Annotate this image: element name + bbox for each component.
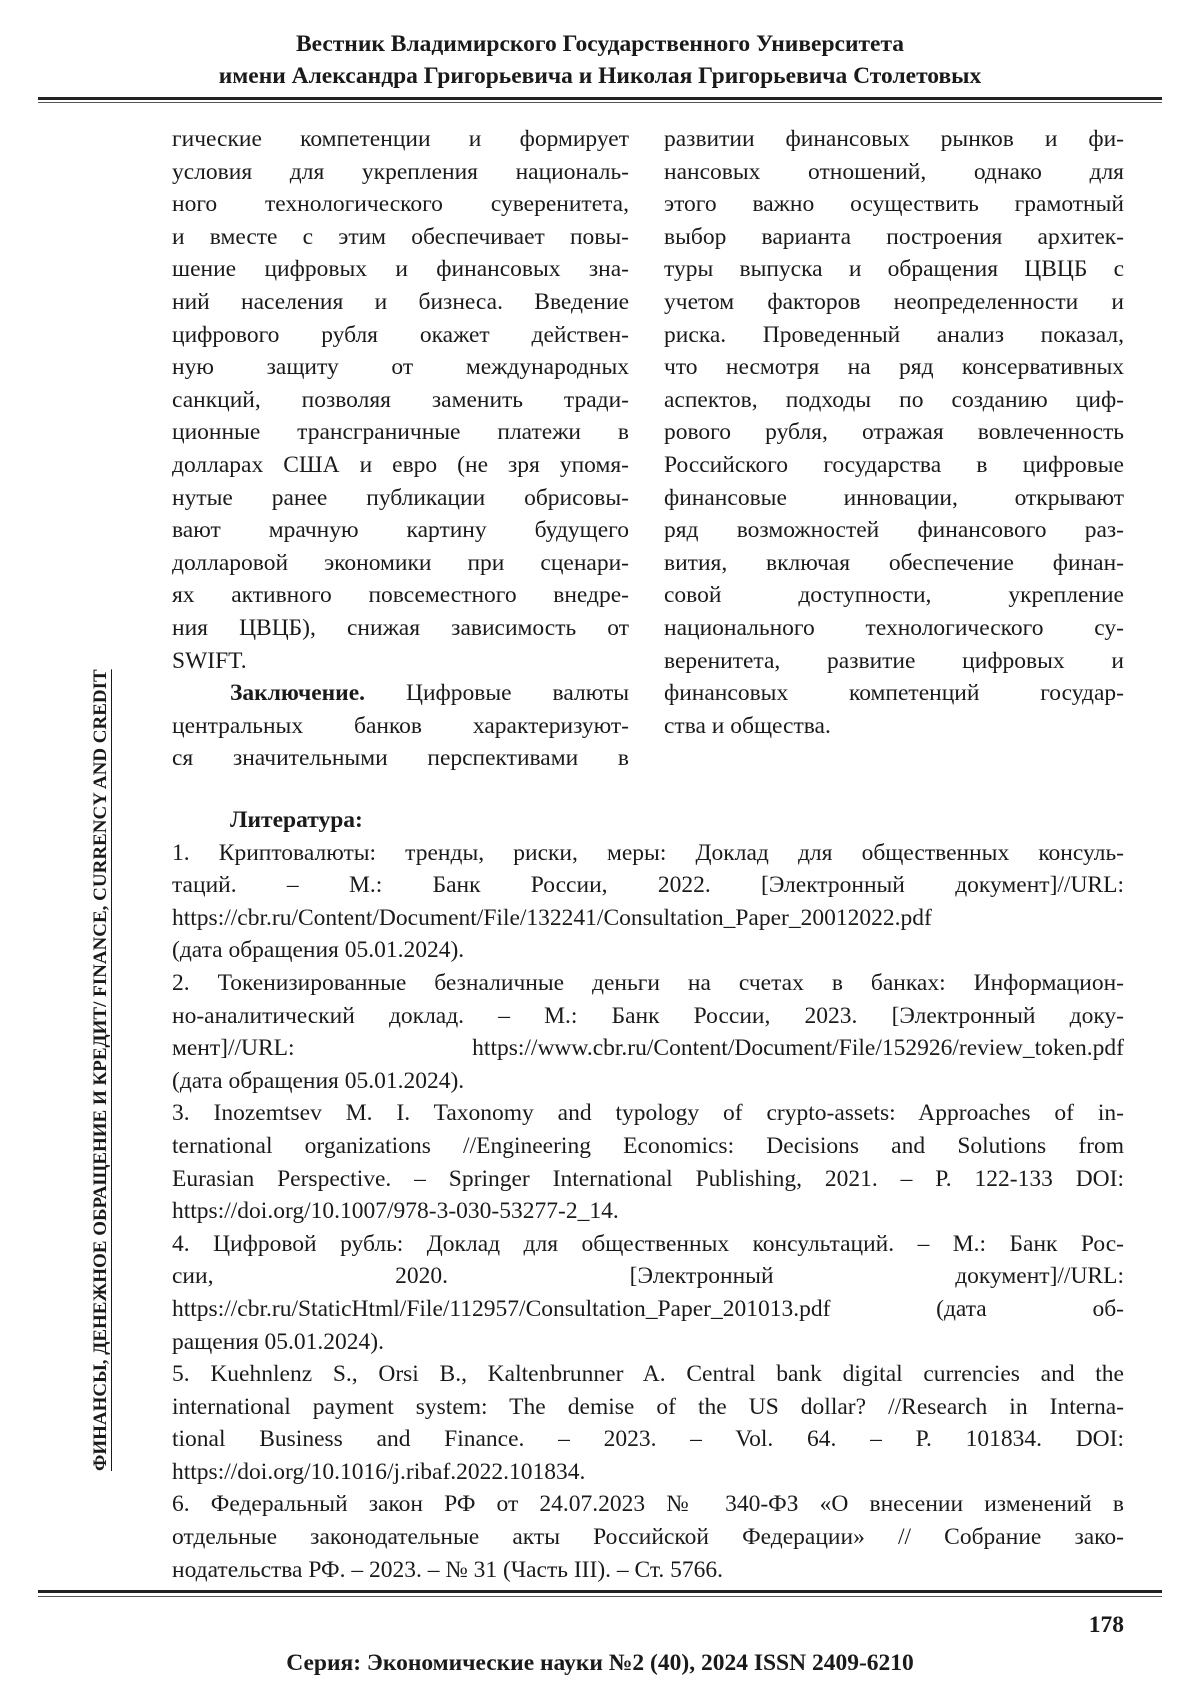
reference-line: https://doi.org/10.1007/978-3-030-53277-2_14. xyxy=(172,1198,619,1225)
left-column-body xyxy=(172,123,629,677)
text-line: аспектов, подходы по созданию циф- xyxy=(664,386,1124,413)
text-line: ний населения и бизнеса. Введение xyxy=(172,288,629,315)
conclusion-label: Заключение. xyxy=(230,680,366,707)
reference-item xyxy=(172,1358,1124,1488)
text-line: ряд возможностей финансового раз- xyxy=(664,517,1124,544)
reference-line: 3. Inozemtsev M. I. Taxonomy and typology of crypto-assets: Approaches of in- xyxy=(172,1100,1124,1127)
references-heading: Литература: xyxy=(230,807,363,833)
text-line: что несмотря на ряд консервативных xyxy=(664,354,1124,381)
text-line: ного технологического суверенитета, xyxy=(172,191,629,218)
left-column xyxy=(172,123,629,775)
footer-rule xyxy=(38,1590,1162,1593)
reference-line: 5. Kuehnlenz S., Orsi B., Kaltenbrunner A. Central bank digital currencies and the xyxy=(172,1361,1124,1388)
text-line: веренитета, развитие цифровых и xyxy=(664,647,1124,674)
conclusion-body xyxy=(172,710,629,775)
reference-item xyxy=(172,837,1124,967)
footer-rule-thin xyxy=(38,1596,1162,1597)
references-list xyxy=(172,837,1124,1587)
reference-line: 6. Федеральный закон РФ от 24.07.2023 № 340-ФЗ «О внесении изменений в xyxy=(172,1491,1124,1518)
text-line: SWIFT. xyxy=(172,647,247,674)
text-line: центральных банков характеризуют- xyxy=(172,712,629,739)
text-line: вития, включая обеспечение финан- xyxy=(664,549,1124,576)
reference-line: (дата обращения 05.01.2024). xyxy=(172,937,465,964)
conclusion-first-line xyxy=(172,677,629,710)
text-line: ную защиту от международных xyxy=(172,354,629,381)
reference-line: нодательства РФ. – 2023. – № 31 (Часть III). – Ст. 5766. xyxy=(172,1556,724,1583)
text-line: Российского государства в цифровые xyxy=(664,451,1124,478)
reference-line: 2. Токенизированные безналичные деньги на счетах в банках: Информацион- xyxy=(172,969,1124,996)
text-line: долларах США и евро (не зря упомя- xyxy=(172,451,629,478)
reference-line: 1. Криптовалюты: тренды, риски, меры: Доклад для общественных консуль- xyxy=(172,839,1124,866)
text-line: нутые ранее публикации обрисовы- xyxy=(172,484,629,511)
text-line: национального технологического су- xyxy=(664,614,1124,641)
text-line: ях активного повсеместного внедре- xyxy=(172,582,629,609)
reference-line: ращения 05.01.2024). xyxy=(172,1328,384,1355)
text-line: цифрового рубля окажет действен- xyxy=(172,321,629,348)
reference-item xyxy=(172,1488,1124,1586)
text-line: нансовых отношений, однако для xyxy=(664,158,1124,185)
journal-header xyxy=(38,28,1162,92)
reference-item xyxy=(172,967,1124,1097)
conclusion-first-line-text: Цифровые валюты xyxy=(365,680,629,707)
text-line: ся значительными перспективами в xyxy=(172,745,629,772)
reference-line: (дата обращения 05.01.2024). xyxy=(172,1067,465,1094)
journal-title-line-1: Вестник Владимирского Государственного Университета xyxy=(295,31,905,57)
text-line: финансовых компетенций государ- xyxy=(664,680,1124,707)
reference-line: таций. – М.: Банк России, 2022. [Электронный документ]//URL: xyxy=(172,872,1124,899)
text-line: этого важно осуществить грамотный xyxy=(664,191,1124,218)
text-line: условия для укрепления националь- xyxy=(172,158,629,185)
text-line: учетом факторов неопределенности и xyxy=(664,288,1124,315)
text-line: рового рубля, отражая вовлеченность xyxy=(664,419,1124,446)
reference-line: ternational organizations //Engineering Economics: Decisions and Solutions from xyxy=(172,1132,1124,1159)
page-number: 178 xyxy=(1088,1612,1124,1638)
section-label: ФИНАНСЫ, ДЕНЕЖНОЕ ОБРАЩЕНИЕ И КРЕДИТ/ FINANCE, CURRENCY AND CREDIT xyxy=(90,669,111,1471)
reference-item xyxy=(172,1097,1124,1227)
reference-line: international payment system: The demise of the US dollar? //Research in Interna- xyxy=(172,1393,1124,1420)
text-line: совой доступности, укрепление xyxy=(664,582,1124,609)
reference-item xyxy=(172,1228,1124,1358)
right-column xyxy=(664,123,1124,742)
text-line: вают мрачную картину будущего xyxy=(172,517,629,544)
references-section xyxy=(172,804,1124,1586)
text-line: ства и общества. xyxy=(664,712,831,739)
header-rule xyxy=(38,97,1162,100)
text-line: гические компетенции и формирует xyxy=(172,126,629,152)
series-line: Серия: Экономические науки №2 (40), 2024 ISSN 2409-6210 xyxy=(286,1650,914,1676)
text-line: выбор варианта построения архитек- xyxy=(664,223,1124,250)
reference-line: Eurasian Perspective. – Springer International Publishing, 2021. – P. 122-133 DOI: xyxy=(172,1165,1124,1192)
text-line: ния ЦВЦБ), снижая зависимость от xyxy=(172,614,629,641)
reference-line: сии, 2020. [Электронный документ]//URL: xyxy=(172,1263,1124,1290)
text-line: шение цифровых и финансовых зна- xyxy=(172,256,629,283)
text-line: риска. Проведенный анализ показал, xyxy=(664,321,1124,348)
text-line: туры выпуска и обращения ЦВЦБ с xyxy=(664,256,1124,283)
reference-line: https://cbr.ru/Content/Document/File/132241/Consultation_Paper_20012022.pdf xyxy=(172,904,932,931)
text-line: долларовой экономики при сценари- xyxy=(172,549,629,576)
right-column-body xyxy=(664,123,1124,742)
reference-line: мент]//URL: https://www.cbr.ru/Content/Document/File/152926/review_token.pdf xyxy=(172,1035,1124,1062)
header-rule-thin xyxy=(38,102,1162,103)
text-line: развитии финансовых рынков и фи- xyxy=(664,126,1124,152)
journal-title-line-2: имени Александра Григорьевича и Николая Григорьевича Столетовых xyxy=(218,63,982,89)
reference-line: 4. Цифровой рубль: Доклад для общественных консультаций. – М.: Банк Рос- xyxy=(172,1230,1124,1257)
reference-line: но-аналитический доклад. – М.: Банк России, 2023. [Электронный доку- xyxy=(172,1002,1124,1029)
reference-line: https://doi.org/10.1016/j.ribaf.2022.101834. xyxy=(172,1458,586,1485)
reference-line: tional Business and Finance. – 2023. – Vol. 64. – P. 101834. DOI: xyxy=(172,1426,1124,1453)
reference-line: https://cbr.ru/StaticHtml/File/112957/Consultation_Paper_201013.pdf (дата об- xyxy=(172,1295,1124,1322)
reference-line: отдельные законодательные акты Российской Федерации» // Собрание зако- xyxy=(172,1524,1124,1551)
text-line: санкций, позволяя заменить тради- xyxy=(172,386,629,413)
text-line: финансовые инновации, открывают xyxy=(664,484,1124,511)
text-line: и вместе с этим обеспечивает повы- xyxy=(172,223,629,250)
text-line: ционные трансграничные платежи в xyxy=(172,419,629,446)
